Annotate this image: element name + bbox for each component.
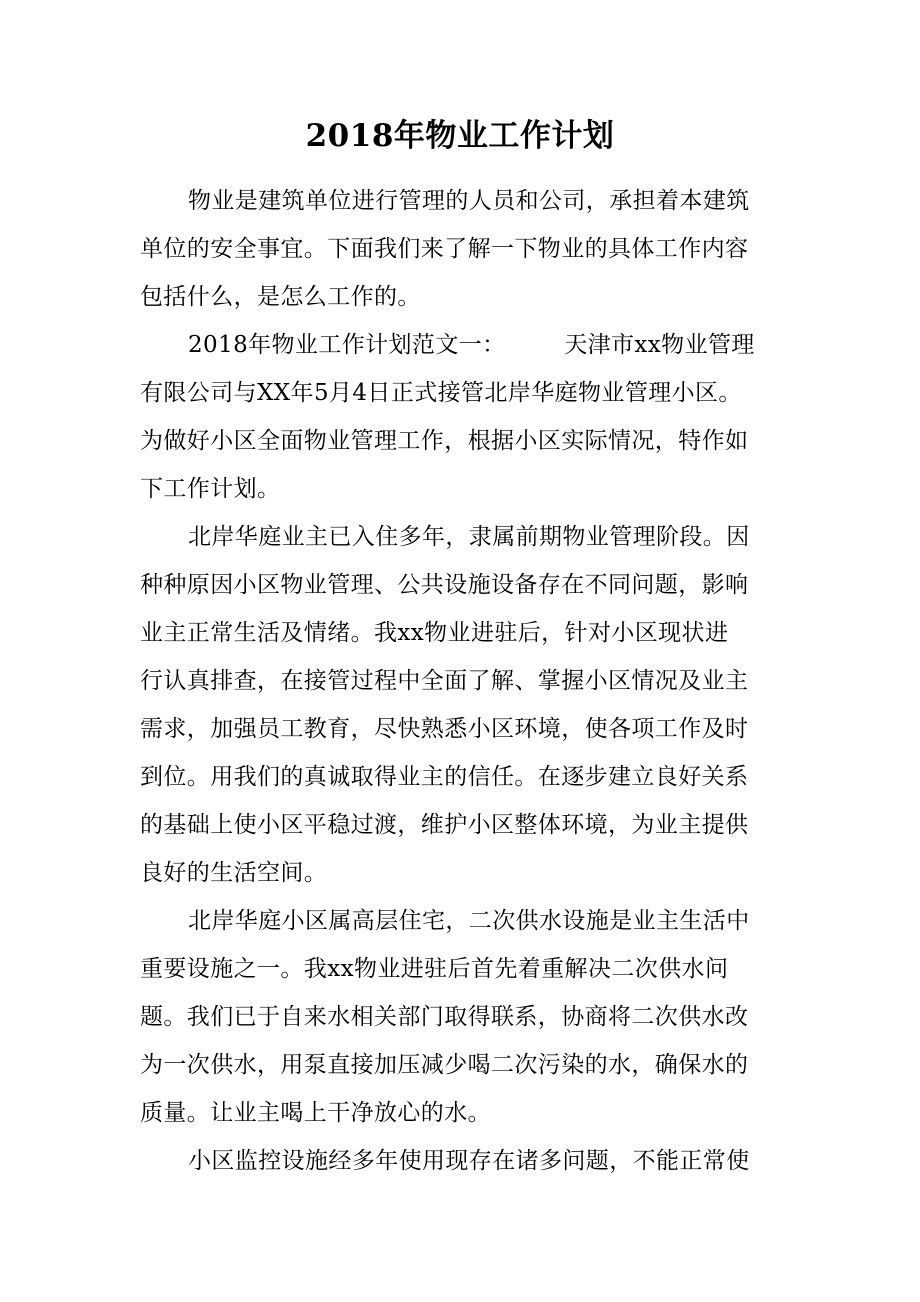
paragraph-line: 下工作计划。	[140, 476, 281, 502]
paragraph-line: 业主正常生活及情绪。我xx物业进驻后，针对小区现状进	[140, 620, 729, 646]
paragraph-line: 质量。让业主喝上干净放心的水。	[140, 1100, 491, 1126]
paragraph-line: 为一次供水，用泵直接加压减少喝二次污染的水，确保水的	[140, 1052, 749, 1078]
paragraph-line: 小区监控设施经多年使用现存在诸多问题，不能正常使	[188, 1148, 750, 1174]
paragraph-line: 需求，加强员工教育，尽快熟悉小区环境，使各项工作及时	[140, 716, 749, 742]
paragraph-line: 2018年物业工作计划范文一： 天津市xx物业管理	[188, 332, 755, 358]
paragraph-line: 有限公司与XX年5月4日正式接管北岸华庭物业管理小区。	[140, 380, 742, 406]
paragraph-line: 为做好小区全面物业管理工作，根据小区实际情况，特作如	[140, 428, 749, 454]
paragraph-line: 题。我们已于自来水相关部门取得联系，协商将二次供水改	[140, 1004, 749, 1030]
paragraph-line: 到位。用我们的真诚取得业主的信任。在逐步建立良好关系	[140, 764, 749, 790]
paragraph-line: 的基础上使小区平稳过渡，维护小区整体环境，为业主提供	[140, 812, 749, 838]
paragraph-line: 种种原因小区物业管理、公共设施设备存在不同问题，影响	[140, 572, 749, 598]
paragraph-line: 北岸华庭业主已入住多年，隶属前期物业管理阶段。因	[188, 524, 750, 550]
paragraph-line: 物业是建筑单位进行管理的人员和公司，承担着本建筑	[188, 188, 750, 214]
document-title: 2018年物业工作计划	[305, 118, 615, 154]
paragraph-line: 包括什么，是怎么工作的。	[140, 284, 421, 310]
paragraph-line: 良好的生活空间。	[140, 860, 328, 886]
paragraph-line: 行认真排查，在接管过程中全面了解、掌握小区情况及业主	[140, 668, 749, 694]
paragraph-line: 重要设施之一。我xx物业进驻后首先着重解决二次供水问	[140, 956, 729, 982]
paragraph-line: 北岸华庭小区属高层住宅，二次供水设施是业主生活中	[188, 908, 750, 934]
paragraph-line: 单位的安全事宜。下面我们来了解一下物业的具体工作内容	[140, 236, 749, 262]
